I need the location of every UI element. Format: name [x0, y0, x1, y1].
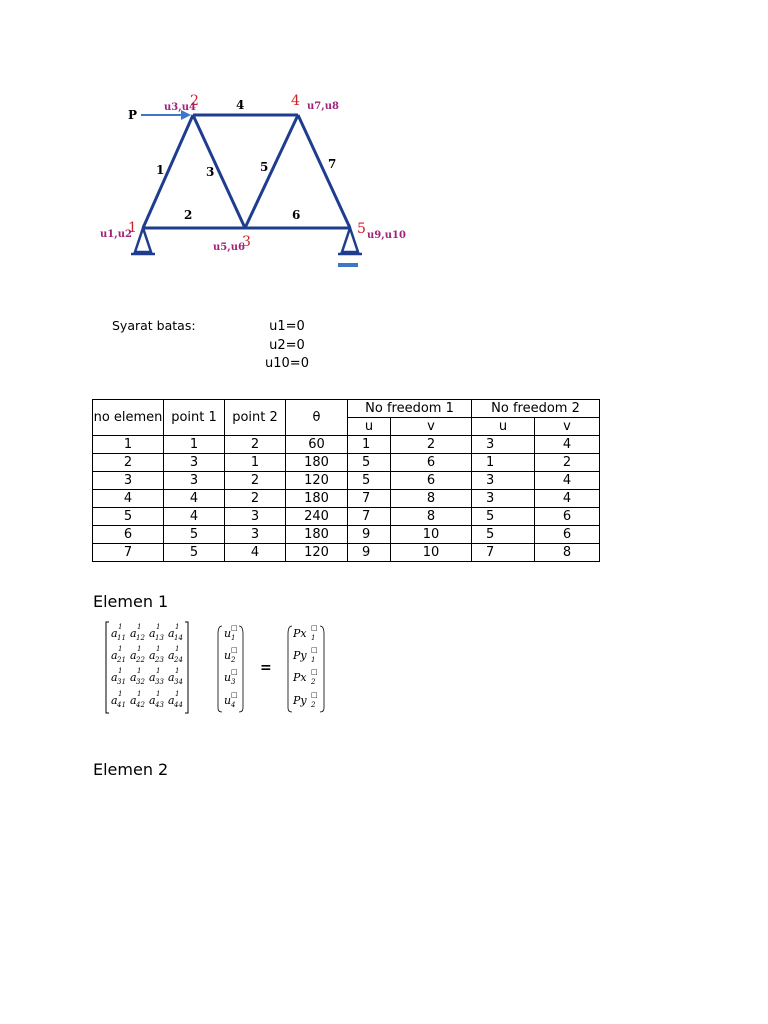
table-cell: 7 — [472, 544, 535, 562]
table-cell: 5 — [472, 508, 535, 526]
boundary-condition: u1=0 — [269, 319, 305, 334]
member-label-1: 1 — [156, 163, 165, 177]
dof-label-4: u7,u8 — [307, 101, 339, 112]
table-cell: 3 — [164, 472, 225, 490]
table-cell: 2 — [535, 454, 600, 472]
coeff-symbol: a — [149, 694, 156, 707]
force-entry — [292, 624, 318, 642]
matrix-coefficient — [149, 667, 164, 686]
table-cell: 4 — [225, 544, 286, 562]
coeff-symbol: a — [111, 649, 118, 662]
table-header-row — [93, 400, 600, 418]
header-v: v — [391, 418, 472, 436]
table-cell: 8 — [391, 508, 472, 526]
matrix-coefficient — [111, 645, 126, 664]
table-cell: 6 — [535, 526, 600, 544]
u-symbol: u — [224, 694, 232, 707]
dof-label-1: u1,u2 — [100, 229, 132, 240]
coeff-subscript: 43 — [155, 701, 164, 709]
member-5 — [245, 115, 301, 228]
table-cell: 5 — [348, 472, 391, 490]
displacement-entry — [224, 646, 238, 664]
table-body — [93, 436, 600, 562]
coeff-superscript: 1 — [137, 645, 142, 653]
matrix-coefficient — [168, 645, 183, 664]
coeff-symbol: a — [130, 627, 137, 640]
table-cell: 2 — [391, 436, 472, 454]
coeff-symbol: a — [149, 649, 156, 662]
boundary-condition: u2=0 — [269, 337, 305, 353]
coeff-symbol: a — [168, 694, 175, 707]
u-symbol: u — [224, 649, 232, 662]
roller-base — [338, 263, 358, 267]
coeff-superscript: 1 — [175, 645, 180, 653]
table-cell: 3 — [225, 508, 286, 526]
member-7 — [298, 115, 350, 228]
table-cell: 3 — [225, 526, 286, 544]
coeff-subscript: 33 — [155, 678, 164, 686]
table-row — [93, 490, 600, 508]
matrix-coefficient — [168, 623, 183, 642]
truss-diagram — [95, 88, 410, 278]
matrix-coefficient — [168, 690, 183, 709]
displacement-entry — [224, 691, 238, 709]
coeff-superscript: 1 — [156, 667, 161, 675]
member-3 — [193, 115, 245, 228]
coeff-subscript: 41 — [117, 701, 126, 709]
coeff-subscript: 31 — [117, 678, 126, 686]
coeff-superscript: 1 — [137, 623, 142, 631]
matrix-coefficient — [149, 623, 164, 642]
placeholder-box: □ — [311, 624, 318, 632]
table-cell: 5 — [472, 526, 535, 544]
node-label-5: 5 — [357, 221, 366, 237]
coeff-symbol: a — [130, 649, 137, 662]
displacement-entry — [224, 624, 238, 642]
table-cell: 1 — [93, 436, 164, 454]
coeff-subscript: 34 — [174, 678, 183, 686]
coeff-superscript: 1 — [118, 645, 123, 653]
boundary-conditions — [258, 318, 316, 374]
table-cell: 10 — [391, 526, 472, 544]
table-cell: 2 — [225, 472, 286, 490]
table-cell: 3 — [472, 436, 535, 454]
coeff-symbol: a — [168, 671, 175, 684]
boundary-condition: u10=0 — [265, 356, 309, 371]
table-cell: 6 — [93, 526, 164, 544]
coeff-subscript: 11 — [117, 634, 126, 642]
coeff-subscript: 14 — [174, 634, 183, 642]
matrix-coefficient — [130, 667, 145, 686]
table-cell: 9 — [348, 526, 391, 544]
header-freedom-1: No freedom 1 — [348, 400, 472, 418]
coeff-superscript: 1 — [156, 645, 161, 653]
table-cell: 3 — [164, 454, 225, 472]
table-cell: 10 — [391, 544, 472, 562]
coeff-symbol: a — [130, 694, 137, 707]
coeff-symbol: a — [168, 627, 175, 640]
placeholder-box: □ — [231, 691, 238, 699]
table-cell: 4 — [164, 508, 225, 526]
dof-label-3: u5,u6 — [213, 242, 245, 253]
coeff-subscript: 21 — [117, 656, 126, 664]
truss-members — [143, 115, 350, 228]
table-cell: 6 — [391, 454, 472, 472]
p-subscript: 1 — [311, 634, 316, 642]
table-cell: 1 — [348, 436, 391, 454]
coeff-symbol: a — [130, 671, 137, 684]
coeff-symbol: a — [149, 627, 156, 640]
coeff-subscript: 42 — [136, 701, 145, 709]
table-cell: 180 — [286, 490, 348, 508]
matrix-coefficient — [111, 690, 126, 709]
u-subscript: 1 — [231, 634, 236, 642]
table-cell: 6 — [391, 472, 472, 490]
table-cell: 240 — [286, 508, 348, 526]
placeholder-box: □ — [231, 624, 238, 632]
coeff-subscript: 32 — [136, 678, 145, 686]
placeholder-box: □ — [231, 646, 238, 654]
member-label-7: 7 — [328, 157, 337, 171]
table-cell: 3 — [93, 472, 164, 490]
p-symbol: Py — [293, 649, 307, 662]
section-heading-elemen-2: Elemen 2 — [93, 760, 169, 779]
table-cell: 180 — [286, 526, 348, 544]
section-heading-elemen-1: Elemen 1 — [93, 592, 169, 611]
table-row — [93, 472, 600, 490]
table-cell: 2 — [225, 490, 286, 508]
member-label-5: 5 — [260, 160, 269, 174]
matrix-coefficient — [149, 645, 164, 664]
header-u: u — [472, 418, 535, 436]
dof-label-5: u9,u10 — [367, 230, 406, 241]
matrix-coefficient — [149, 690, 164, 709]
table-cell: 3 — [472, 472, 535, 490]
coeff-subscript: 12 — [136, 634, 145, 642]
displacement-entry — [224, 668, 238, 686]
table-cell: 180 — [286, 454, 348, 472]
header-point-2: point 2 — [225, 400, 286, 436]
matrix-coefficient — [111, 623, 126, 642]
member-label-3: 3 — [206, 165, 215, 179]
p-subscript: 2 — [311, 678, 316, 686]
p-subscript: 1 — [311, 656, 316, 664]
coeff-superscript: 1 — [118, 667, 123, 675]
header-theta: θ — [286, 400, 348, 436]
coefficient-matrix — [111, 623, 183, 709]
force-entry — [292, 668, 318, 686]
table-row — [93, 436, 600, 454]
coeff-subscript: 24 — [174, 656, 183, 664]
stiffness-equation — [100, 620, 332, 716]
table-cell: 1 — [472, 454, 535, 472]
node-label-1: 1 — [128, 220, 137, 236]
table-cell: 9 — [348, 544, 391, 562]
force-entry — [292, 691, 318, 709]
table-cell: 60 — [286, 436, 348, 454]
coeff-superscript: 1 — [118, 690, 123, 698]
placeholder-box: □ — [311, 691, 318, 699]
coeff-symbol: a — [168, 649, 175, 662]
table-cell: 4 — [535, 490, 600, 508]
table-cell: 1 — [164, 436, 225, 454]
coeff-subscript: 23 — [155, 656, 164, 664]
member-label-4: 4 — [236, 98, 245, 112]
table-cell: 3 — [472, 490, 535, 508]
table-row — [93, 508, 600, 526]
table-cell: 8 — [535, 544, 600, 562]
matrix-coefficient — [130, 623, 145, 642]
coeff-subscript: 44 — [174, 701, 183, 709]
coeff-superscript: 1 — [175, 667, 180, 675]
table-cell: 1 — [225, 454, 286, 472]
node-label-3: 3 — [242, 234, 251, 250]
force-entry — [292, 646, 318, 664]
table-cell: 120 — [286, 472, 348, 490]
table-cell: 4 — [164, 490, 225, 508]
load-label: P — [128, 108, 138, 122]
placeholder-box: □ — [311, 668, 318, 676]
matrix-coefficient — [111, 667, 126, 686]
matrix-coefficient — [130, 645, 145, 664]
u-symbol: u — [224, 627, 232, 640]
coeff-superscript: 1 — [137, 667, 142, 675]
placeholder-box: □ — [231, 668, 238, 676]
table-cell: 7 — [348, 490, 391, 508]
coeff-superscript: 1 — [175, 690, 180, 698]
member-label-6: 6 — [292, 208, 301, 222]
table-cell: 5 — [164, 544, 225, 562]
table-cell: 7 — [348, 508, 391, 526]
header-freedom-2: No freedom 2 — [472, 400, 600, 418]
u-subscript: 3 — [231, 678, 236, 686]
table-cell: 5 — [93, 508, 164, 526]
table-cell: 4 — [93, 490, 164, 508]
node-label-2: 2 — [190, 93, 199, 109]
table-cell: 6 — [535, 508, 600, 526]
table-cell: 2 — [225, 436, 286, 454]
table-row — [93, 544, 600, 562]
p-symbol: Px — [293, 627, 307, 640]
u-symbol: u — [224, 671, 232, 684]
member-label-2: 2 — [184, 208, 193, 222]
header-no-elemen: no elemen — [93, 400, 164, 436]
element-table — [92, 399, 600, 562]
table-cell: 5 — [348, 454, 391, 472]
boundary-label: Syarat batas: — [112, 318, 196, 333]
node-label-4: 4 — [291, 93, 300, 109]
table-cell: 2 — [93, 454, 164, 472]
coeff-subscript: 13 — [155, 634, 164, 642]
table-cell: 5 — [164, 526, 225, 544]
equals-sign: = — [260, 660, 272, 676]
matrix-coefficient — [168, 667, 183, 686]
matrix-coefficient — [130, 690, 145, 709]
coeff-superscript: 1 — [118, 623, 123, 631]
table-cell: 120 — [286, 544, 348, 562]
dof-label-2: u3,u4 — [164, 102, 196, 113]
placeholder-box: □ — [311, 646, 318, 654]
coeff-symbol: a — [149, 671, 156, 684]
coeff-symbol: a — [111, 627, 118, 640]
p-symbol: Py — [293, 694, 307, 707]
force-vector — [292, 624, 318, 709]
header-v: v — [535, 418, 600, 436]
header-u: u — [348, 418, 391, 436]
u-subscript: 2 — [231, 656, 236, 664]
displacement-vector — [224, 624, 238, 709]
coeff-superscript: 1 — [175, 623, 180, 631]
table-row — [93, 526, 600, 544]
header-point-1: point 1 — [164, 400, 225, 436]
p-subscript: 2 — [311, 701, 316, 709]
coeff-subscript: 22 — [136, 656, 145, 664]
u-subscript: 4 — [231, 701, 236, 709]
coeff-symbol: a — [111, 671, 118, 684]
coeff-superscript: 1 — [156, 623, 161, 631]
table-cell: 7 — [93, 544, 164, 562]
table-cell: 8 — [391, 490, 472, 508]
table-cell: 4 — [535, 436, 600, 454]
p-symbol: Px — [293, 671, 307, 684]
coeff-superscript: 1 — [137, 690, 142, 698]
table-cell: 4 — [535, 472, 600, 490]
coeff-superscript: 1 — [156, 690, 161, 698]
coeff-symbol: a — [111, 694, 118, 707]
table-row — [93, 454, 600, 472]
